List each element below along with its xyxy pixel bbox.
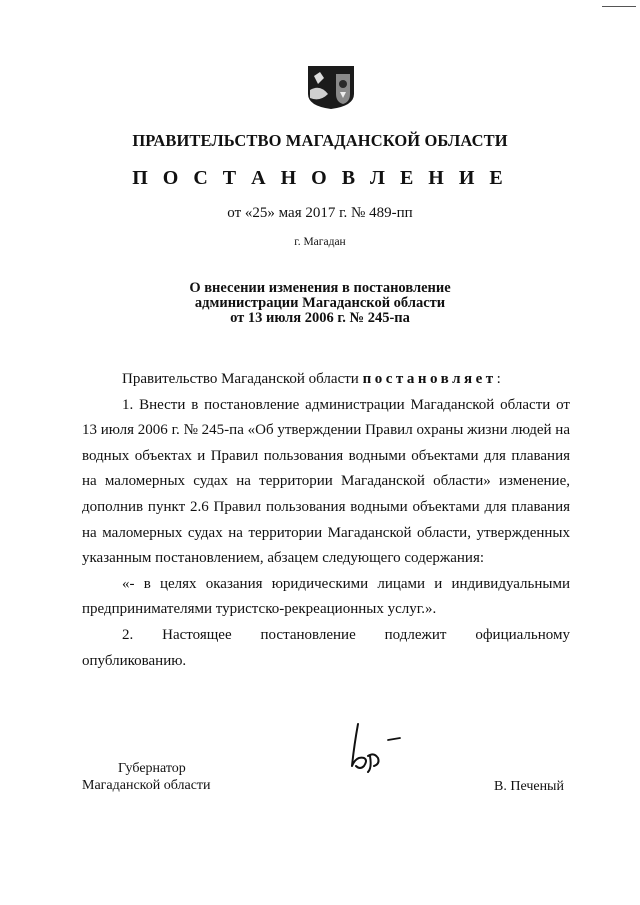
coat-of-arms-emblem [306,64,356,110]
subject-line: О внесении изменения в постановление [189,280,451,296]
preamble-colon: : [496,371,501,387]
item-2-paragraph: 2. Настоящее постановление подлежит официальному опубликованию. [82,626,570,669]
handwritten-signature [344,716,410,774]
document-type: П О С Т А Н О В Л Е Н И Е [132,167,508,189]
subject-line: администрации Магаданской области [194,295,446,311]
signatory-title: Губернатор [118,761,186,776]
preamble-paragraph [82,367,570,393]
subject-line: от 13 июля 2006 г. № 245-па [230,310,410,326]
document-date-number: от «25» мая 2017 г. № 489-пп [227,205,413,221]
preamble-text: Правительство Магаданской области [122,371,359,387]
item-1-paragraph: 1. Внести в постановление администрации Магаданской области от 13 июля 2006 г. № 245-па «Об утверждении Правил охраны жизни людей на водных объектах и Правил пользования водными объектами для плавания на маломерных судах на территории Магаданской области» изменение, дополнив пункт 2.6 Правил пользования водными объектами для плавания на маломерных судах на территории Магаданской области, утвержденных указанным постановлением, абзацем следующего содержания: [82,396,570,567]
document-city: г. Магадан [294,236,346,248]
quoted-paragraph: «- в целях оказания юридическими лицами и индивидуальными предпринимателями туристско-рекреационных услуг.». [82,575,570,618]
signatory-name: В. Печеный [494,779,564,794]
organization-title: ПРАВИТЕЛЬСТВО МАГАДАНСКОЙ ОБЛАСТИ [132,131,508,150]
scan-edge-mark [602,6,636,7]
document-subject [0,281,640,326]
resolves-word: постановляет [362,371,497,387]
document-body [82,367,570,674]
signatory-region: Магаданской области [82,778,211,793]
